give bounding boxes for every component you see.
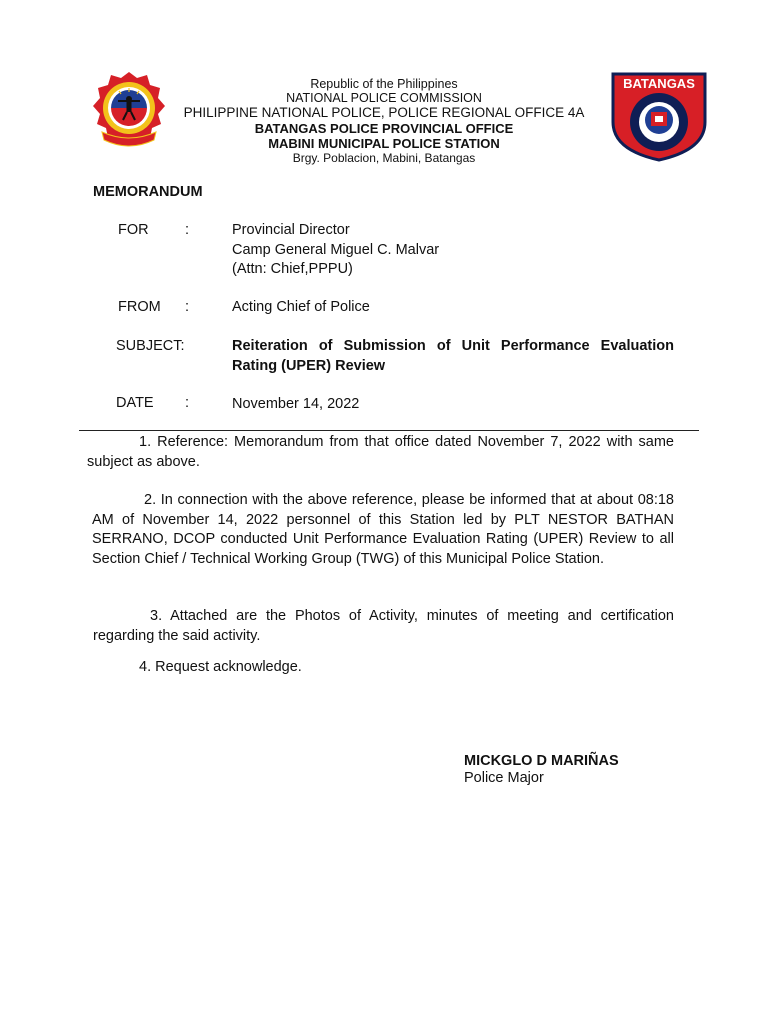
for-line-2: Camp General Miguel C. Malvar <box>232 241 440 258</box>
letterhead-napolcom: NATIONAL POLICE COMMISSION <box>286 91 482 105</box>
paragraph-3: 3. Attached are the Photos of Activity, minutes of meeting and certification regarding the said activity. <box>93 608 674 644</box>
letterhead <box>160 77 608 166</box>
paragraph-4: 4. Request acknowledge. <box>139 659 302 675</box>
for-line-3: (Attn: Chief,PPPU) <box>232 261 353 277</box>
letterhead-station: MABINI MUNICIPAL POLICE STATION <box>268 136 500 151</box>
date-value: November 14, 2022 <box>232 396 360 412</box>
for-value <box>232 221 439 280</box>
signatory-rank: Police Major <box>464 770 544 786</box>
letterhead-provincial-office: BATANGAS POLICE PROVINCIAL OFFICE <box>254 121 514 136</box>
paragraph-2: 2. In connection with the above reference, please be informed that at about 08:18 AM of November 14, 2022 personnel of this Station led by PLT NESTOR BATHAN SERRANO, DCOP conducted Unit Performance Evaluation Rating (UPER) Review to all Section Chief / Technical Working Group (TWG) of this Municipal Police Station. <box>92 492 674 567</box>
letterhead-republic: Republic of the Philippines <box>310 77 458 91</box>
letterhead-pnp-region: PHILIPPINE NATIONAL POLICE, POLICE REGIONAL OFFICE 4A <box>183 105 585 120</box>
signatory-name: MICKGLO D MARIÑAS <box>464 753 619 769</box>
for-label: FOR <box>118 222 149 238</box>
header-divider <box>79 430 699 431</box>
from-colon: : <box>185 299 190 315</box>
paragraph-1: 1. Reference: Memorandum from that office dated November 7, 2022 with same subject as above. <box>87 434 674 470</box>
subject-label: SUBJECT: <box>116 338 185 354</box>
badge-title: BATANGAS <box>623 76 695 91</box>
letterhead-address: Brgy. Poblacion, Mabini, Batangas <box>292 151 476 165</box>
pnp-seal-icon <box>92 70 166 156</box>
date-colon: : <box>185 395 190 411</box>
for-line-1: Provincial Director <box>232 222 350 238</box>
memo-title: MEMORANDUM <box>93 184 203 200</box>
badge-sub: PRO 4A <box>649 135 669 141</box>
date-label: DATE <box>116 395 154 411</box>
from-label: FROM <box>118 299 161 315</box>
batangas-ppo-badge-icon <box>611 70 707 162</box>
subject-value: Reiteration of Submission of Unit Performance Evaluation Rating (UPER) Review <box>232 338 674 374</box>
from-value: Acting Chief of Police <box>232 299 370 315</box>
for-colon: : <box>185 222 190 238</box>
